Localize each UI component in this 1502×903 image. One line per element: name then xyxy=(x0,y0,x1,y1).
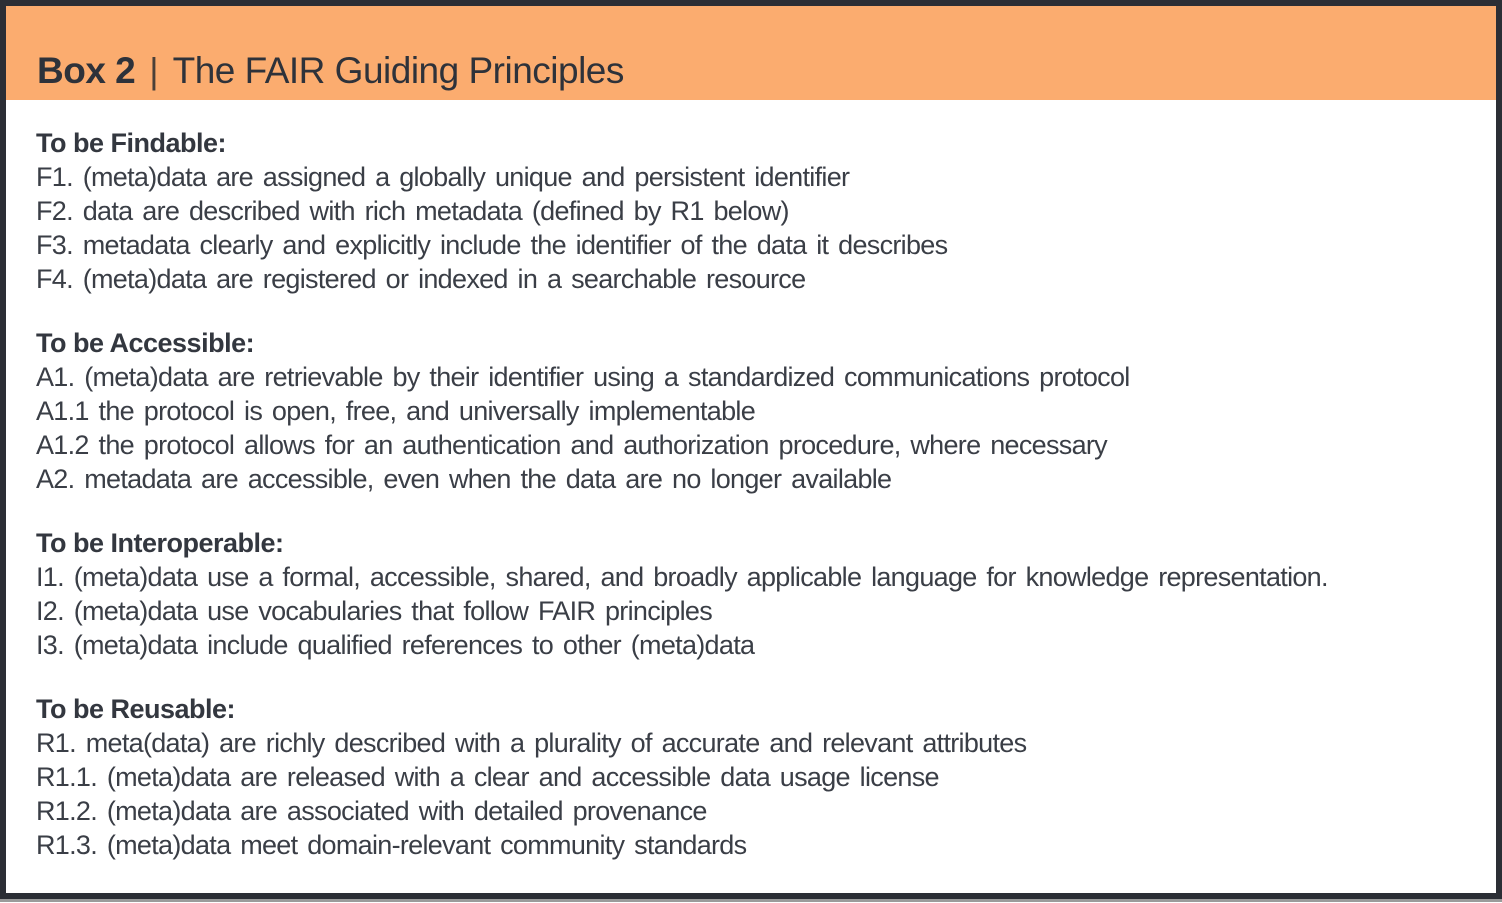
section-reusable xyxy=(36,692,1476,862)
section-heading: To be Reusable: xyxy=(36,694,236,724)
principle-line: R1.2. (meta)data are associated with detailed provenance xyxy=(36,796,707,826)
principle-line: R1.3. (meta)data meet domain-relevant community standards xyxy=(36,830,747,860)
principle-line: A2. metadata are accessible, even when the data are no longer available xyxy=(36,464,892,494)
principle-line: A1.2 the protocol allows for an authentication and authorization procedure, where necessary xyxy=(36,430,1107,460)
principle-line: I3. (meta)data include qualified references to other (meta)data xyxy=(36,630,755,660)
box-body xyxy=(6,100,1496,862)
principle-line: I2. (meta)data use vocabularies that follow FAIR principles xyxy=(36,596,713,626)
section-accessible xyxy=(36,326,1476,496)
principle-line: F2. data are described with rich metadata (defined by R1 below) xyxy=(36,196,789,226)
principle-line: F3. metadata clearly and explicitly include the identifier of the data it describes xyxy=(36,230,948,260)
principle-line: R1.1. (meta)data are released with a clear and accessible data usage license xyxy=(36,762,939,792)
box-header xyxy=(6,6,1496,100)
section-heading: To be Interoperable: xyxy=(36,528,284,558)
section-findable xyxy=(36,126,1476,296)
box-number-label: Box 2 xyxy=(37,50,136,91)
principle-line: A1.1 the protocol is open, free, and universally implementable xyxy=(36,396,756,426)
header-separator: | xyxy=(149,50,159,91)
principle-line: R1. meta(data) are richly described with a plurality of accurate and relevant attributes xyxy=(36,728,1027,758)
section-heading: To be Findable: xyxy=(36,128,226,158)
principle-line: A1. (meta)data are retrievable by their identifier using a standardized communications protocol xyxy=(36,362,1130,392)
box-title: The FAIR Guiding Principles xyxy=(172,50,624,91)
section-heading: To be Accessible: xyxy=(36,328,255,358)
principle-line: F4. (meta)data are registered or indexed in a searchable resource xyxy=(36,264,806,294)
section-interoperable xyxy=(36,526,1476,662)
principle-line: F1. (meta)data are assigned a globally unique and persistent identifier xyxy=(36,162,850,192)
principle-line: I1. (meta)data use a formal, accessible, shared, and broadly applicable language for knowledge representation. xyxy=(36,562,1328,592)
